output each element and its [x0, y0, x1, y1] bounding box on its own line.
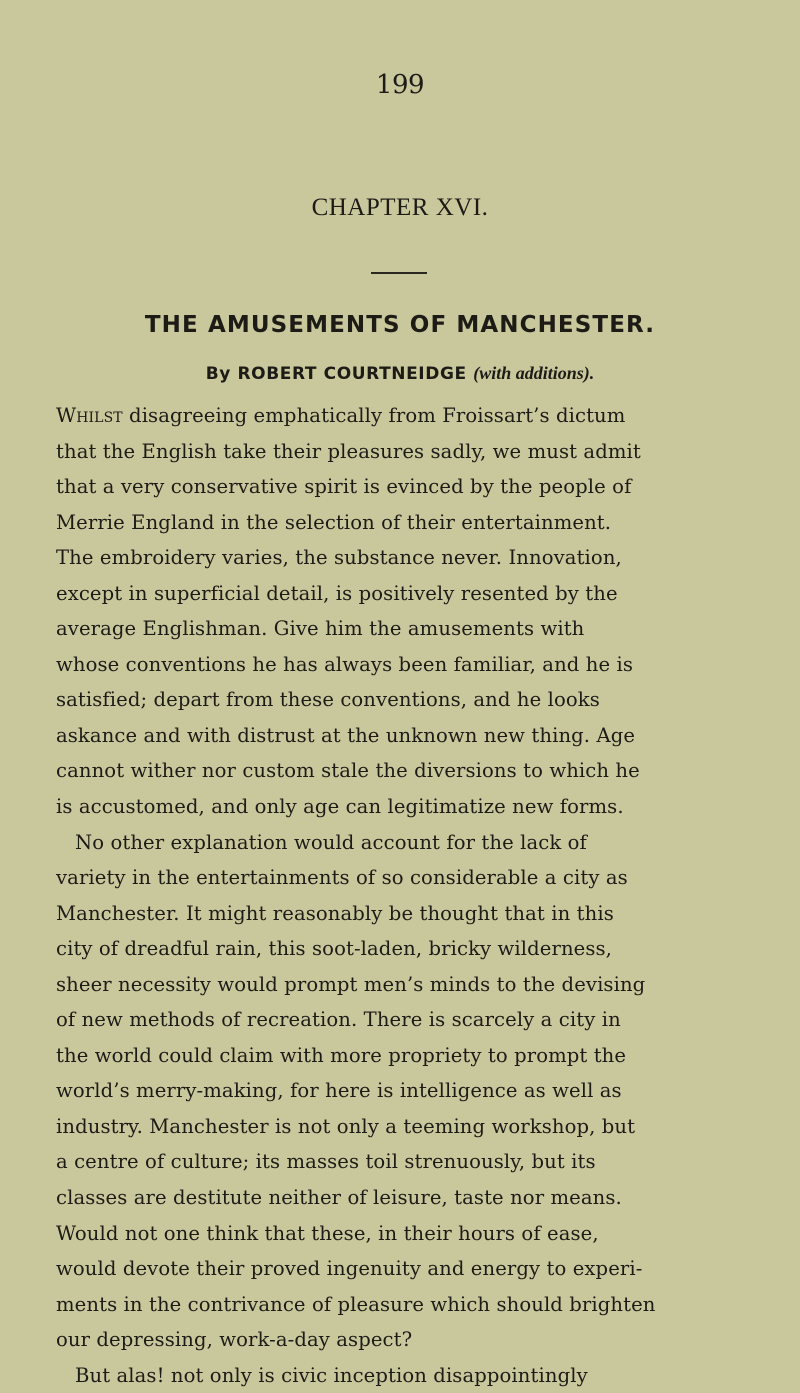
byline [0, 363, 800, 384]
body-line: except in superficial detail, is positively resented by the [56, 581, 618, 605]
body-line: No other explanation would account for the lack of [56, 830, 587, 854]
body-line: city of dreadful rain, this soot-laden, bricky wilderness, [56, 937, 613, 961]
body-line: sheer necessity would prompt men’s minds to the devising [56, 972, 646, 996]
body-line: Manchester. It might reasonably be thought that in this [56, 901, 614, 925]
body-line: is accustomed, and only age can legitimatize new forms. [56, 795, 624, 819]
body-line [56, 398, 746, 434]
body-line: But alas! not only is civic inception disappointingly [56, 1363, 588, 1387]
body-line: that a very conservative spirit is evinced by the people of [56, 475, 632, 499]
body-line: would devote their proved ingenuity and energy to experi- [56, 1257, 643, 1281]
body-line: ments in the contrivance of pleasure which should brighten [56, 1292, 656, 1316]
body-line: variety in the entertainments of so considerable a city as [56, 866, 628, 890]
body-line: world’s merry-making, for here is intelligence as well as [56, 1079, 622, 1103]
body-text [56, 398, 746, 1393]
chapter-heading: CHAPTER XVI. [311, 194, 489, 221]
byline-note: (with additions). [473, 363, 595, 383]
body-line: industry. Manchester is not only a teeming workshop, but [56, 1114, 636, 1138]
body-line: satisfied; depart from these conventions, and he looks [56, 688, 600, 712]
body-line: our depressing, work-a-day aspect? [56, 1328, 413, 1352]
body-line-text: disagreeing emphatically from Froissart’s dictum [122, 404, 626, 427]
body-line: askance and with distrust at the unknown new thing. Age [56, 723, 636, 747]
divider-rule [371, 272, 427, 274]
body-line: The embroidery varies, the substance never. Innovation, [56, 546, 622, 570]
body-line: of new methods of recreation. There is scarcely a city in [56, 1008, 621, 1032]
body-line: cannot wither nor custom stale the diversions to which he [56, 759, 640, 783]
article-title: THE AMUSEMENTS OF MANCHESTER. [144, 312, 656, 338]
body-line: classes are destitute neither of leisure, taste nor means. [56, 1186, 622, 1210]
body-line: Merrie England in the selection of their entertainment. [56, 510, 612, 534]
first-word: Whilst [56, 404, 123, 427]
byline-author: By ROBERT COURTNEIDGE [205, 364, 467, 384]
body-line: that the English take their pleasures sadly, we must admit [56, 439, 641, 463]
body-line: whose conventions he has always been familiar, and he is [56, 652, 634, 676]
body-line: average Englishman. Give him the amusements with [56, 617, 585, 641]
page-number: 199 [375, 70, 425, 100]
body-line: a centre of culture; its masses toil strenuously, but its [56, 1150, 596, 1174]
body-line: Would not one think that these, in their hours of ease, [56, 1221, 599, 1245]
body-line: the world could claim with more propriety to prompt the [56, 1043, 627, 1067]
